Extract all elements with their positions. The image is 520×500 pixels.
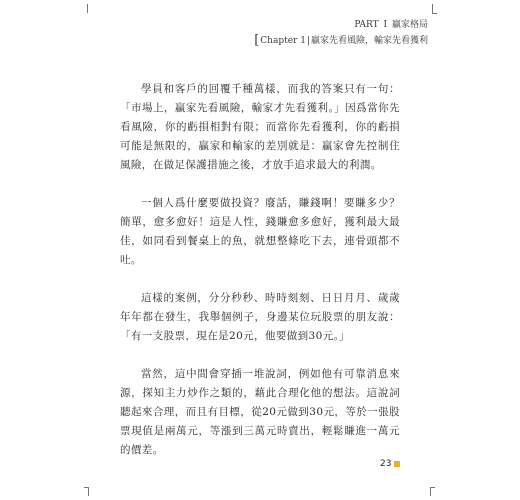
part-number: Ⅰ [383, 20, 388, 30]
crop-mark-top-right-h [432, 13, 437, 14]
crop-mark-bottom-left-v [88, 487, 89, 496]
chapter-title: 贏家先看風險，輸家先看獲利 [310, 36, 428, 46]
crop-mark-top-right-v [432, 4, 433, 13]
part-title: 贏家格局 [391, 20, 428, 30]
chapter-bracket: [ [254, 33, 260, 48]
page-marker-square [394, 461, 400, 467]
page-footer [380, 459, 400, 469]
part-label: PART [354, 20, 379, 30]
paragraph: 一個人爲什麼要做投資？廢話，賺錢啊！要賺多少？簡單，愈多愈好！這是人性，錢賺愈多愈好，獲利最大最佳，如同看到餐桌上的魚，就想整條吃下去，連骨頭都不吐。 [120, 197, 400, 266]
chapter-prefix: Chapter 1 [260, 36, 306, 46]
paragraph: 這樣的案例，分分秒秒、時時刻刻、日日月月、歲歲年年都在發生，我舉個例子，身邊某位玩股票的朋友說：「有一支股票，現在是20元，他要做到30元。」 [120, 292, 400, 342]
part-heading [254, 18, 428, 33]
paragraph: 當然，這中間會穿插一堆說詞，例如他有可靠消息來源，探知主力炒作之類的，藉此合理化他的想法。這說詞聽起來合理，而且有目標，從20元做到30元，等於一張股票現值是兩萬元，等漲到三萬元時賣出，輕鬆賺進一萬元的價差。 [120, 368, 400, 456]
running-head [254, 18, 428, 49]
page-number: 23 [380, 459, 392, 469]
crop-mark-top-left [87, 4, 88, 13]
crop-mark-bottom-right-v [430, 487, 431, 496]
chapter-separator: | [306, 36, 310, 46]
body-text [120, 80, 400, 479]
paragraph: 學員和客戶的回覆千種萬樣，而我的答案只有一句：「市場上，贏家先看風險，輸家才先看獲利。」因爲當你先看風險，你的虧損相對有限；而當你先看獲利，你的虧損可能是無限的，贏家和輸家的差別就是：贏家會先控制住風險，在做足保護措施之後，才放手追求最大的利潤。 [120, 83, 400, 171]
chapter-heading [254, 33, 428, 49]
